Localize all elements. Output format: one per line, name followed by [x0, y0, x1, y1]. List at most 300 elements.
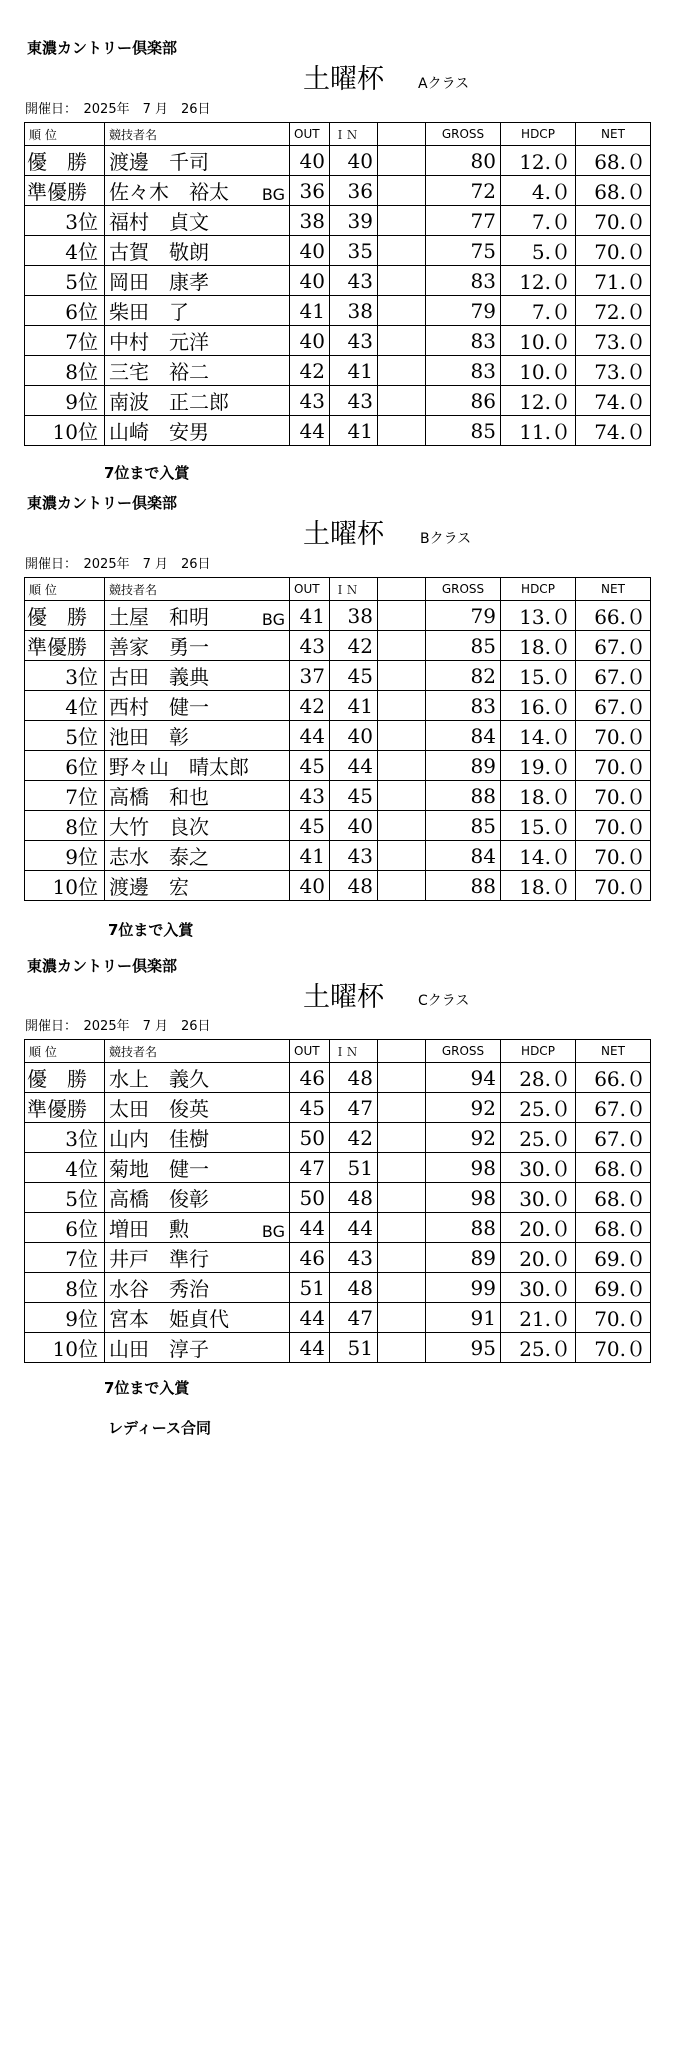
table-row	[25, 661, 651, 691]
bg-mark: BG	[261, 610, 285, 629]
rank-cell: 8位	[25, 356, 105, 386]
blank-cell	[378, 1243, 426, 1273]
rank-cell: 5位	[25, 266, 105, 296]
gross-cell: 99	[426, 1273, 501, 1303]
out-cell: 40	[290, 266, 330, 296]
in-cell: 38	[330, 296, 378, 326]
table-row	[25, 1273, 651, 1303]
table-row	[25, 751, 651, 781]
gross-cell: 85	[426, 416, 501, 446]
gross-cell: 86	[426, 386, 501, 416]
player-name: 増田 勲	[109, 1217, 189, 1241]
hdcp-cell: 14.０	[501, 841, 576, 871]
rank-cell: 7位	[25, 326, 105, 356]
net-cell: 68.０	[576, 1213, 651, 1243]
table-row	[25, 1123, 651, 1153]
gross-cell: 84	[426, 721, 501, 751]
table-row	[25, 811, 651, 841]
net-cell: 74.０	[576, 386, 651, 416]
rank-cell: 6位	[25, 1213, 105, 1243]
rank-cell: 8位	[25, 811, 105, 841]
net-cell: 68.０	[576, 1183, 651, 1213]
player-name-cell	[105, 326, 290, 356]
in-header: ＩＮ	[330, 578, 378, 601]
blank-cell	[378, 1273, 426, 1303]
in-cell: 51	[330, 1153, 378, 1183]
blank-cell	[378, 1303, 426, 1333]
table-header-row	[25, 578, 651, 601]
gross-cell: 85	[426, 631, 501, 661]
table-row	[25, 236, 651, 266]
blank-header	[378, 123, 426, 146]
out-cell: 44	[290, 1213, 330, 1243]
net-header: NET	[576, 1040, 651, 1063]
class-label: Cクラス	[418, 993, 470, 1009]
in-cell: 36	[330, 176, 378, 206]
in-cell: 43	[330, 326, 378, 356]
blank-cell	[378, 1063, 426, 1093]
table-row	[25, 691, 651, 721]
table-header-row	[25, 123, 651, 146]
net-cell: 70.０	[576, 721, 651, 751]
player-name-cell	[105, 751, 290, 781]
rank-cell: 3位	[25, 1123, 105, 1153]
hdcp-cell: 7.０	[501, 206, 576, 236]
out-cell: 45	[290, 751, 330, 781]
hdcp-cell: 12.０	[501, 146, 576, 176]
player-name: 山内 佳樹	[109, 1127, 209, 1151]
gross-cell: 84	[426, 841, 501, 871]
prize-note: 7位まで入賞	[104, 1379, 190, 1397]
net-cell: 70.０	[576, 811, 651, 841]
net-cell: 67.０	[576, 1123, 651, 1153]
out-cell: 42	[290, 356, 330, 386]
rank-cell: 6位	[25, 296, 105, 326]
player-name: 大竹 良次	[109, 815, 209, 839]
blank-cell	[378, 296, 426, 326]
player-name-cell	[105, 386, 290, 416]
hdcp-cell: 11.０	[501, 416, 576, 446]
net-cell: 67.０	[576, 1093, 651, 1123]
blank-cell	[378, 206, 426, 236]
blank-cell	[378, 661, 426, 691]
hdcp-cell: 18.０	[501, 871, 576, 901]
blank-header	[378, 1040, 426, 1063]
table-row	[25, 631, 651, 661]
player-name: 水上 義久	[109, 1067, 209, 1091]
rank-cell: 3位	[25, 661, 105, 691]
in-cell: 42	[330, 1123, 378, 1153]
hdcp-cell: 21.０	[501, 1303, 576, 1333]
player-name-cell	[105, 1273, 290, 1303]
out-cell: 40	[290, 236, 330, 266]
player-name-cell	[105, 266, 290, 296]
rank-cell: 5位	[25, 1183, 105, 1213]
hdcp-cell: 25.０	[501, 1123, 576, 1153]
out-cell: 40	[290, 326, 330, 356]
out-header: OUT	[290, 578, 330, 601]
rank-cell: 4位	[25, 691, 105, 721]
player-name: 水谷 秀治	[109, 1277, 209, 1301]
hdcp-header: HDCP	[501, 578, 576, 601]
in-cell: 48	[330, 1063, 378, 1093]
table-row	[25, 206, 651, 236]
player-name: 岡田 康孝	[109, 270, 209, 294]
hdcp-cell: 28.０	[501, 1063, 576, 1093]
hdcp-cell: 16.０	[501, 691, 576, 721]
rank-cell: 優 勝	[25, 1063, 105, 1093]
hdcp-header: HDCP	[501, 1040, 576, 1063]
gross-cell: 75	[426, 236, 501, 266]
gross-cell: 82	[426, 661, 501, 691]
in-cell: 45	[330, 781, 378, 811]
table-row	[25, 841, 651, 871]
in-cell: 41	[330, 416, 378, 446]
out-cell: 40	[290, 871, 330, 901]
net-cell: 70.０	[576, 751, 651, 781]
player-name: 古賀 敬朗	[109, 240, 209, 264]
out-cell: 45	[290, 1093, 330, 1123]
table-row	[25, 386, 651, 416]
net-cell: 67.０	[576, 631, 651, 661]
blank-cell	[378, 841, 426, 871]
rank-cell: 準優勝	[25, 176, 105, 206]
in-cell: 48	[330, 1273, 378, 1303]
gross-header: GROSS	[426, 578, 501, 601]
blank-cell	[378, 236, 426, 266]
out-cell: 36	[290, 176, 330, 206]
club-name: 東濃カントリー倶楽部	[27, 39, 178, 57]
hdcp-cell: 13.０	[501, 601, 576, 631]
hdcp-cell: 20.０	[501, 1213, 576, 1243]
page-title: 土曜杯	[303, 64, 384, 95]
player-name-cell	[105, 1243, 290, 1273]
blank-cell	[378, 266, 426, 296]
net-cell: 69.０	[576, 1273, 651, 1303]
net-cell: 67.０	[576, 661, 651, 691]
event-date: 開催日： 2025年 7 月 26日	[25, 1019, 211, 1034]
out-cell: 44	[290, 721, 330, 751]
gross-cell: 89	[426, 751, 501, 781]
name-header: 競技者名	[105, 123, 290, 146]
out-cell: 41	[290, 296, 330, 326]
out-cell: 50	[290, 1183, 330, 1213]
out-cell: 46	[290, 1243, 330, 1273]
gross-cell: 89	[426, 1243, 501, 1273]
gross-cell: 98	[426, 1153, 501, 1183]
blank-cell	[378, 691, 426, 721]
blank-cell	[378, 751, 426, 781]
player-name-cell	[105, 691, 290, 721]
blank-cell	[378, 811, 426, 841]
rank-cell: 準優勝	[25, 1093, 105, 1123]
table-row	[25, 356, 651, 386]
rank-cell: 4位	[25, 236, 105, 266]
net-cell: 70.０	[576, 206, 651, 236]
out-cell: 46	[290, 1063, 330, 1093]
out-cell: 43	[290, 631, 330, 661]
in-cell: 48	[330, 1183, 378, 1213]
player-name-cell	[105, 1213, 290, 1243]
hdcp-cell: 20.０	[501, 1243, 576, 1273]
out-cell: 41	[290, 841, 330, 871]
event-date: 開催日： 2025年 7 月 26日	[25, 102, 211, 117]
player-name: 菊地 健一	[109, 1157, 209, 1181]
table-row	[25, 176, 651, 206]
player-name-cell	[105, 811, 290, 841]
player-name-cell	[105, 176, 290, 206]
net-header: NET	[576, 578, 651, 601]
out-header: OUT	[290, 1040, 330, 1063]
class-label: Aクラス	[418, 76, 470, 92]
blank-cell	[378, 601, 426, 631]
net-header: NET	[576, 123, 651, 146]
blank-cell	[378, 1093, 426, 1123]
net-cell: 68.０	[576, 1153, 651, 1183]
blank-cell	[378, 631, 426, 661]
out-cell: 44	[290, 1333, 330, 1363]
rank-header: 順 位	[25, 578, 105, 601]
in-cell: 39	[330, 206, 378, 236]
player-name-cell	[105, 1303, 290, 1333]
rank-cell: 4位	[25, 1153, 105, 1183]
blank-cell	[378, 1153, 426, 1183]
blank-cell	[378, 1333, 426, 1363]
rank-cell: 10位	[25, 871, 105, 901]
out-cell: 43	[290, 781, 330, 811]
player-name: 三宅 裕二	[109, 360, 209, 384]
bg-mark: BG	[261, 185, 285, 204]
out-cell: 43	[290, 386, 330, 416]
rank-cell: 9位	[25, 841, 105, 871]
player-name: 古田 義典	[109, 665, 209, 689]
blank-cell	[378, 326, 426, 356]
player-name: 佐々木 裕太	[109, 180, 229, 204]
blank-cell	[378, 176, 426, 206]
class-label: Bクラス	[420, 531, 472, 547]
net-cell: 70.０	[576, 781, 651, 811]
net-cell: 69.０	[576, 1243, 651, 1273]
player-name-cell	[105, 206, 290, 236]
out-cell: 47	[290, 1153, 330, 1183]
player-name: 西村 健一	[109, 695, 209, 719]
net-cell: 73.０	[576, 356, 651, 386]
net-cell: 70.０	[576, 1303, 651, 1333]
table-row	[25, 1063, 651, 1093]
player-name-cell	[105, 236, 290, 266]
in-cell: 40	[330, 146, 378, 176]
hdcp-cell: 30.０	[501, 1183, 576, 1213]
table-row	[25, 146, 651, 176]
hdcp-cell: 12.０	[501, 266, 576, 296]
rank-header: 順 位	[25, 123, 105, 146]
table-row	[25, 326, 651, 356]
net-cell: 72.０	[576, 296, 651, 326]
player-name: 善家 勇一	[109, 635, 209, 659]
player-name-cell	[105, 781, 290, 811]
blank-cell	[378, 1183, 426, 1213]
gross-cell: 92	[426, 1093, 501, 1123]
gross-cell: 88	[426, 1213, 501, 1243]
gross-cell: 83	[426, 326, 501, 356]
gross-cell: 88	[426, 781, 501, 811]
ladies-note: レディース合同	[108, 1419, 212, 1437]
hdcp-cell: 18.０	[501, 781, 576, 811]
gross-header: GROSS	[426, 123, 501, 146]
rank-cell: 10位	[25, 1333, 105, 1363]
rank-cell: 8位	[25, 1273, 105, 1303]
gross-header: GROSS	[426, 1040, 501, 1063]
results-table	[24, 1039, 651, 1363]
net-cell: 70.０	[576, 841, 651, 871]
rank-cell: 優 勝	[25, 146, 105, 176]
player-name: 中村 元洋	[109, 330, 209, 354]
gross-cell: 79	[426, 601, 501, 631]
name-header: 競技者名	[105, 578, 290, 601]
player-name: 太田 俊英	[109, 1097, 209, 1121]
blank-cell	[378, 721, 426, 751]
rank-cell: 9位	[25, 386, 105, 416]
gross-cell: 88	[426, 871, 501, 901]
out-cell: 45	[290, 811, 330, 841]
blank-cell	[378, 416, 426, 446]
rank-cell: 5位	[25, 721, 105, 751]
table-row	[25, 416, 651, 446]
blank-cell	[378, 146, 426, 176]
player-name: 池田 彰	[109, 725, 189, 749]
table-row	[25, 1183, 651, 1213]
results-table	[24, 122, 651, 446]
net-cell: 66.０	[576, 601, 651, 631]
player-name: 渡邊 宏	[109, 875, 189, 899]
player-name: 高橋 和也	[109, 785, 209, 809]
table-row	[25, 1093, 651, 1123]
player-name: 志水 泰之	[109, 845, 209, 869]
table-header-row	[25, 1040, 651, 1063]
gross-cell: 79	[426, 296, 501, 326]
in-cell: 43	[330, 386, 378, 416]
player-name: 山田 淳子	[109, 1337, 209, 1361]
event-date: 開催日： 2025年 7 月 26日	[25, 557, 211, 572]
player-name: 渡邊 千司	[109, 150, 209, 174]
gross-cell: 72	[426, 176, 501, 206]
player-name: 宮本 姫貞代	[109, 1307, 229, 1331]
player-name: 山崎 安男	[109, 420, 209, 444]
out-cell: 40	[290, 146, 330, 176]
in-cell: 45	[330, 661, 378, 691]
out-cell: 51	[290, 1273, 330, 1303]
in-cell: 42	[330, 631, 378, 661]
player-name-cell	[105, 296, 290, 326]
blank-cell	[378, 386, 426, 416]
table-row	[25, 601, 651, 631]
player-name-cell	[105, 1183, 290, 1213]
out-cell: 41	[290, 601, 330, 631]
rank-cell: 優 勝	[25, 601, 105, 631]
out-header: OUT	[290, 123, 330, 146]
rank-header: 順 位	[25, 1040, 105, 1063]
player-name: 井戸 準行	[109, 1247, 209, 1271]
player-name-cell	[105, 661, 290, 691]
out-cell: 37	[290, 661, 330, 691]
blank-header	[378, 578, 426, 601]
page-title: 土曜杯	[303, 982, 384, 1013]
hdcp-cell: 15.０	[501, 811, 576, 841]
gross-cell: 92	[426, 1123, 501, 1153]
table-row	[25, 1303, 651, 1333]
table-row	[25, 1243, 651, 1273]
blank-cell	[378, 1123, 426, 1153]
hdcp-cell: 12.０	[501, 386, 576, 416]
rank-cell: 7位	[25, 1243, 105, 1273]
gross-cell: 94	[426, 1063, 501, 1093]
rank-cell: 10位	[25, 416, 105, 446]
in-cell: 47	[330, 1303, 378, 1333]
in-cell: 48	[330, 871, 378, 901]
player-name-cell	[105, 721, 290, 751]
gross-cell: 98	[426, 1183, 501, 1213]
out-cell: 44	[290, 1303, 330, 1333]
out-cell: 42	[290, 691, 330, 721]
table-row	[25, 721, 651, 751]
player-name: 福村 貞文	[109, 210, 209, 234]
hdcp-cell: 18.０	[501, 631, 576, 661]
gross-cell: 85	[426, 811, 501, 841]
hdcp-cell: 4.０	[501, 176, 576, 206]
net-cell: 71.０	[576, 266, 651, 296]
blank-cell	[378, 781, 426, 811]
in-cell: 43	[330, 266, 378, 296]
in-cell: 41	[330, 691, 378, 721]
table-row	[25, 781, 651, 811]
page-title: 土曜杯	[303, 519, 384, 550]
player-name-cell	[105, 1063, 290, 1093]
in-cell: 47	[330, 1093, 378, 1123]
player-name: 高橋 俊彰	[109, 1187, 209, 1211]
net-cell: 70.０	[576, 871, 651, 901]
in-cell: 51	[330, 1333, 378, 1363]
net-cell: 70.０	[576, 236, 651, 266]
player-name-cell	[105, 841, 290, 871]
out-cell: 50	[290, 1123, 330, 1153]
player-name-cell	[105, 1333, 290, 1363]
table-row	[25, 1213, 651, 1243]
prize-note: 7位まで入賞	[104, 464, 190, 482]
gross-cell: 83	[426, 266, 501, 296]
hdcp-cell: 19.０	[501, 751, 576, 781]
net-cell: 70.０	[576, 1333, 651, 1363]
gross-cell: 80	[426, 146, 501, 176]
player-name: 野々山 晴太郎	[109, 755, 249, 779]
hdcp-cell: 25.０	[501, 1333, 576, 1363]
rank-cell: 6位	[25, 751, 105, 781]
hdcp-cell: 30.０	[501, 1153, 576, 1183]
player-name: 南波 正二郎	[109, 390, 229, 414]
net-cell: 74.０	[576, 416, 651, 446]
in-cell: 40	[330, 721, 378, 751]
in-cell: 40	[330, 811, 378, 841]
hdcp-cell: 30.０	[501, 1273, 576, 1303]
net-cell: 68.０	[576, 176, 651, 206]
player-name-cell	[105, 416, 290, 446]
gross-cell: 95	[426, 1333, 501, 1363]
net-cell: 66.０	[576, 1063, 651, 1093]
player-name-cell	[105, 146, 290, 176]
blank-cell	[378, 1213, 426, 1243]
net-cell: 73.０	[576, 326, 651, 356]
rank-cell: 3位	[25, 206, 105, 236]
in-header: ＩＮ	[330, 1040, 378, 1063]
